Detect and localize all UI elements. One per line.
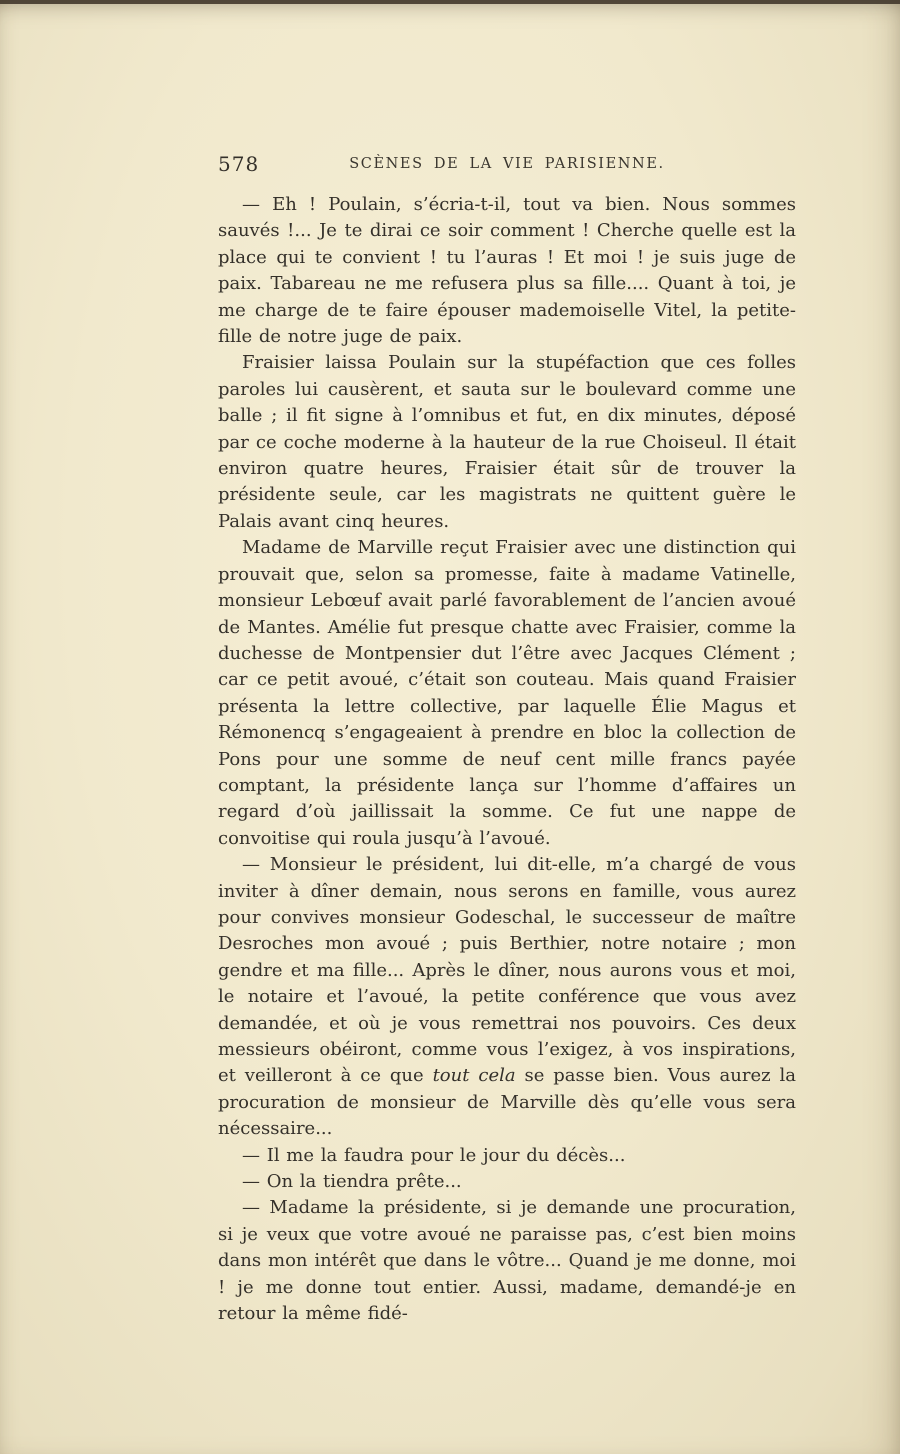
paragraph-text-italic: tout cela <box>432 1065 516 1087</box>
running-header: SCÈNES DE LA VIE PARISIENNE. <box>349 156 665 172</box>
paragraph-text: Fraisier laissa Poulain sur la stupéfaction que ces folles paroles lui causèrent, et sauta sur le boulevard comme une balle ; il fit signe à l’omnibus et fut, en dix minutes, déposé par ce coche moderne à la hauteur de la rue Choiseul. Il était environ quatre heures, Fraisier était sûr de trouver la présidente seule, car les magistrats ne quittent guère le Palais avant cinq heures. <box>218 352 796 532</box>
paragraph <box>218 1169 796 1195</box>
paragraph <box>218 1143 796 1169</box>
paragraph-text: — Madame la présidente, si je demande une procuration, si je veux que votre avoué ne paraisse pas, c’est bien moins dans mon intérêt que dans le vôtre... Quand je me donne, moi ! je me donne tout entier. Aussi, madame, demandé-je en retour la même fidé- <box>218 1197 796 1325</box>
page-header <box>218 152 796 178</box>
paragraph-text: — On la tiendra prête... <box>242 1171 462 1193</box>
paragraph <box>218 852 796 1142</box>
page-body <box>218 192 796 1327</box>
paragraph-text: — Il me la faudra pour le jour du décès... <box>242 1144 626 1166</box>
paragraph <box>218 192 796 350</box>
paragraph-text: Madame de Marville reçut Fraisier avec une distinction qui prouvait que, selon sa promesse, faite à madame Vatinelle, monsieur Lebœuf avait parlé favorablement de l’ancien avoué de Mantes. Amélie fut presque chatte avec Fraisier, comme la duchesse de Montpensier dut l’être avec Jacques Clément ; car ce petit avoué, c’était son couteau. Mais quand Fraisier présenta la lettre collective, par laquelle Élie Magus et Rémonencq s’engageaient à prendre en bloc la collection de Pons pour une somme de neuf cent mille francs payée comptant, la présidente lança sur l’homme d’affaires un regard d’où jaillissait la somme. Ce fut une nappe de convoitise qui roula jusqu’à l’avoué. <box>218 537 796 849</box>
paragraph <box>218 350 796 535</box>
paragraph-text: se passe bien. Vous aurez la procuration de monsieur de Marville dès qu’elle vous sera nécessaire... <box>218 1065 796 1140</box>
paragraph-text: — Eh ! Poulain, s’écria-t-il, tout va bien. Nous sommes sauvés !... Je te dirai ce soir comment ! Cherche quelle est la place qui te convient ! tu l’auras ! Et moi ! je suis juge de paix. Tabareau ne me refusera plus sa fille.... Quant à toi, je me charge de te faire épouser mademoiselle Vitel, la petite-fille de notre juge de paix. <box>218 194 796 348</box>
scan-artifact-top-edge <box>0 0 900 4</box>
paragraph <box>218 535 796 852</box>
paragraph-text: — Monsieur le président, lui dit-elle, m’a chargé de vous inviter à dîner demain, nous serons en famille, vous aurez pour convives monsieur Godeschal, le successeur de maître Desroches mon avoué ; puis Berthier, notre notaire ; mon gendre et ma fille... Après le dîner, nous aurons vous et moi, le notaire et l’avoué, la petite conférence que vous avez demandée, et où je vous remettrai nos pouvoirs. Ces deux messieurs obéiront, comme vous l’exigez, à vos inspirations, et veilleront à ce que <box>218 854 796 1087</box>
page-number: 578 <box>218 152 260 176</box>
paragraph <box>218 1195 796 1327</box>
